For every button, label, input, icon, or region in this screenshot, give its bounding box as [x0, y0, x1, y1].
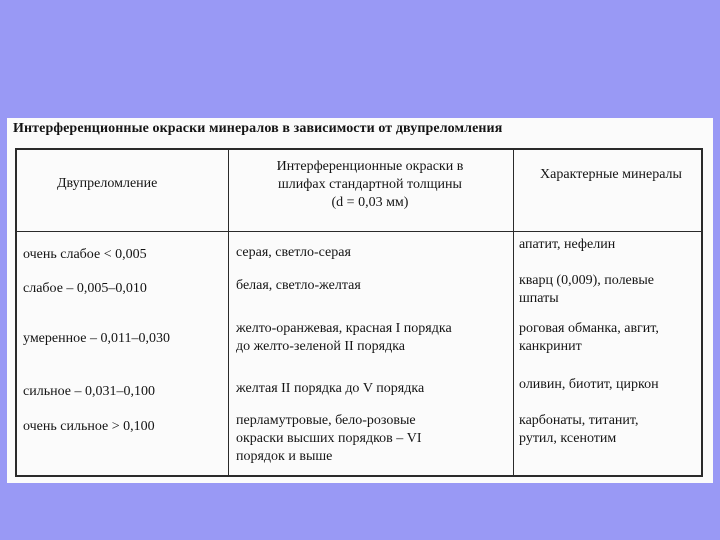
colors-line: желто-оранжевая, красная I порядка: [236, 321, 452, 336]
minerals-line: шпаты: [519, 291, 559, 306]
row-3-birefringence: умеренное – 0,011–0,030: [23, 331, 170, 346]
row-5-minerals: [519, 412, 638, 448]
row-4-colors: желтая II порядка до V порядка: [236, 381, 425, 396]
minerals-line: кварц (0,009), полевые: [519, 273, 654, 288]
row-1-minerals: апатит, нефелин: [519, 237, 616, 252]
birefringence-table: [15, 148, 703, 477]
colors-line: перламутровые, бело-розовые: [236, 413, 416, 428]
colors-line: окраски высших порядков – VI: [236, 431, 422, 446]
row-4-birefringence: сильное – 0,031–0,100: [23, 384, 155, 399]
colors-line: до желто-зеленой II порядка: [236, 339, 406, 354]
header-line: Интерференционные окраски в: [276, 159, 464, 174]
header-line: шлифах стандартной толщины: [278, 177, 462, 192]
row-5-birefringence: очень сильное > 0,100: [23, 419, 155, 434]
minerals-line: роговая обманка, авгит,: [519, 321, 659, 336]
column-divider-2: [513, 150, 514, 475]
header-line: (d = 0,03 мм): [331, 195, 409, 210]
row-5-colors: [236, 412, 422, 466]
minerals-line: рутил, ксенотим: [519, 431, 617, 446]
row-3-minerals: [519, 320, 659, 356]
scanned-table-page: [7, 118, 713, 483]
row-4-minerals: оливин, биотит, циркон: [519, 377, 659, 392]
row-2-birefringence: слабое – 0,005–0,010: [23, 281, 147, 296]
header-divider: [17, 231, 701, 232]
header-interference-colors: [245, 158, 495, 212]
header-birefringence: Двупреломление: [57, 176, 158, 191]
minerals-line: канкринит: [519, 339, 582, 354]
row-2-colors: белая, светло-желтая: [236, 278, 361, 293]
colors-line: порядок и выше: [236, 449, 333, 464]
row-3-colors: [236, 320, 452, 356]
row-1-colors: серая, светло-серая: [236, 245, 351, 260]
row-1-birefringence: очень слабое < 0,005: [23, 247, 147, 262]
minerals-line: карбонаты, титанит,: [519, 413, 639, 428]
column-divider-1: [228, 150, 229, 475]
row-2-minerals: [519, 272, 654, 308]
header-minerals: Характерные минералы: [540, 167, 682, 182]
table-title: Интерференционные окраски минералов в зависимости от двупреломления: [13, 121, 503, 136]
